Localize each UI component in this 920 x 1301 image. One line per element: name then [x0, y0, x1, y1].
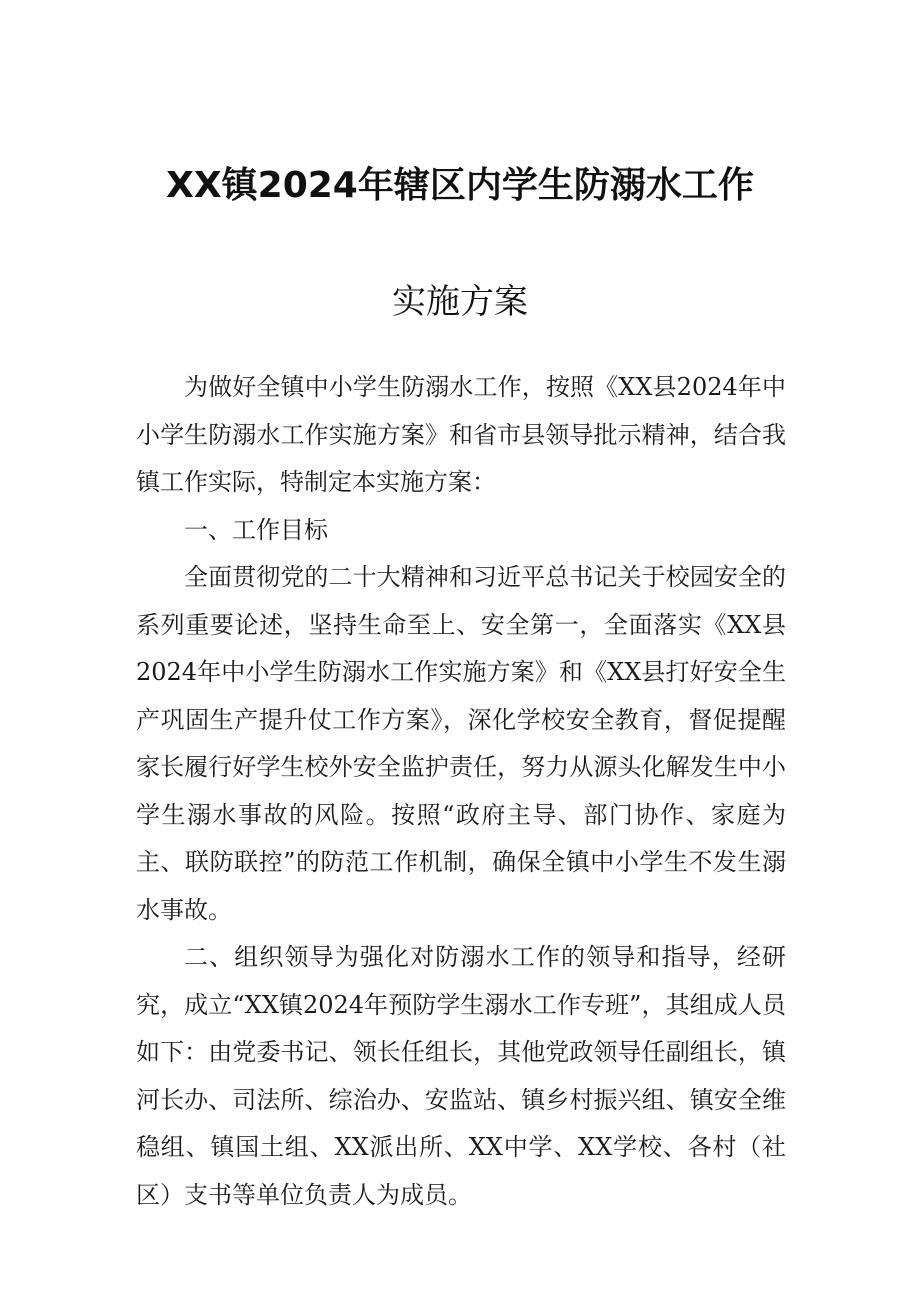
paragraph-organization: 二、组织领导为强化对防溺水工作的领导和指导，经研究，成立“XX镇2024年预防学生溺水工作专班”，其组成人员如下：由党委书记、领长任组长，其他党政领导任副组长，镇河长办、司法所、综治办、安监站、镇乡村振兴组、镇安全维稳组、镇国土组、XX派出所、XX中学、XX学校、各村（社区）支书等单位负责人为成员。	[136, 943, 786, 1209]
paragraph-goals: 全面贯彻党的二十大精神和习近平总书记关于校园安全的系列重要论述，坚持生命至上、安全第一，全面落实《XX县2024年中小学生防溺水工作实施方案》和《XX县打好安全生产巩固生产提升仗工作方案》，深化学校安全教育，督促提醒家长履行好学生校外安全监护责任，努力从源头化解发生中小学生溺水事故的风险。按照“政府主导、部门协作、家庭为主、联防联控”的防范工作机制，确保全镇中小学生不发生溺水事故。	[136, 563, 786, 924]
document-title-line-1: XX镇2024年辖区内学生防溺水工作	[166, 165, 754, 206]
document-title-line-2: 实施方案	[392, 282, 528, 322]
document-body	[136, 364, 786, 1219]
paragraph-intro: 为做好全镇中小学生防溺水工作，按照《XX县2024年中小学生防溺水工作实施方案》和省市县领导批示精神，结合我镇工作实际，特制定本实施方案：	[136, 373, 786, 496]
section-heading-goals: 一、工作目标	[184, 515, 328, 544]
